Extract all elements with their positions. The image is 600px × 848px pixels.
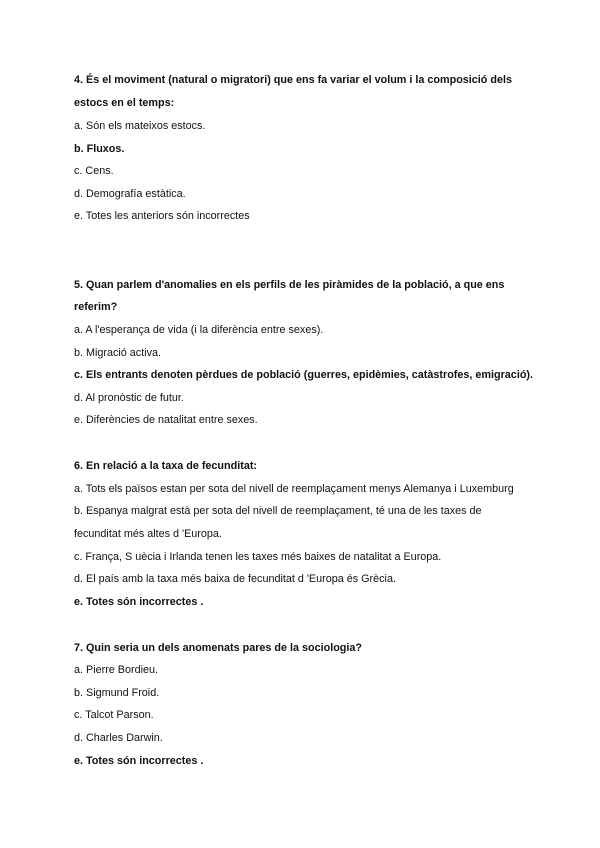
question-4-title: 4. És el moviment (natural o migratori) que ens fa variar el volum i la composició dels: [74, 74, 513, 86]
question-6-option-c: c. França, S uècia i Irlanda tenen les taxes més baixes de natalitat a Europa.: [74, 551, 442, 563]
question-4-title: estocs en el temps:: [74, 97, 175, 109]
question-5-option-e: e. Diferències de natalitat entre sexes.: [74, 414, 258, 426]
question-5-option-b: b. Migració activa.: [74, 347, 162, 359]
question-7-option-e: e. Totes són incorrectes .: [74, 755, 204, 767]
question-4-option-b: b. Fluxos.: [74, 143, 125, 155]
question-5-option-a: a. A l'esperança de vida (i la diferència entre sexes).: [74, 324, 324, 336]
question-7-option-d: d. Charles Darwin.: [74, 732, 163, 744]
question-7-option-b: b. Sigmund Froid.: [74, 687, 160, 699]
question-4-option-a: a. Són els mateixos estocs.: [74, 120, 206, 132]
question-7-option-c: c. Talcot Parson.: [74, 709, 154, 721]
question-7-option-a: a. Pierre Bordieu.: [74, 664, 159, 676]
question-6-option-b-cont: fecunditat més altes d 'Europa.: [74, 528, 222, 540]
question-5-option-d: d. Al pronòstic de futur.: [74, 392, 184, 404]
question-5-option-c: c. Els entrants denoten pèrdues de població (guerres, epidèmies, catàstrofes, emigració).: [74, 369, 534, 381]
question-5-title: referim?: [74, 301, 118, 313]
question-6-option-b: b. Espanya malgrat està per sota del nivell de reemplaçament, té una de les taxes de: [74, 505, 482, 517]
question-4-option-d: d. Demografía estàtica.: [74, 188, 186, 200]
question-6-option-d: d. El país amb la taxa més baixa de fecunditat d 'Europa és Grècia.: [74, 573, 396, 585]
question-4-option-e: e. Totes les anteriors són incorrectes: [74, 210, 250, 222]
question-6-option-a: a. Tots els països estan per sota del nivell de reemplaçament menys Alemanya i Luxemburg: [74, 483, 514, 495]
question-6-title: 6. En relació a la taxa de fecunditat:: [74, 460, 258, 472]
question-6-option-e: e. Totes són incorrectes .: [74, 596, 204, 608]
question-7-title: 7. Quin seria un dels anomenats pares de la sociologia?: [74, 642, 363, 654]
question-5-title: 5. Quan parlem d'anomalies en els perfils de les piràmides de la població, a que ens: [74, 279, 505, 291]
question-4-option-c: c. Cens.: [74, 165, 114, 177]
